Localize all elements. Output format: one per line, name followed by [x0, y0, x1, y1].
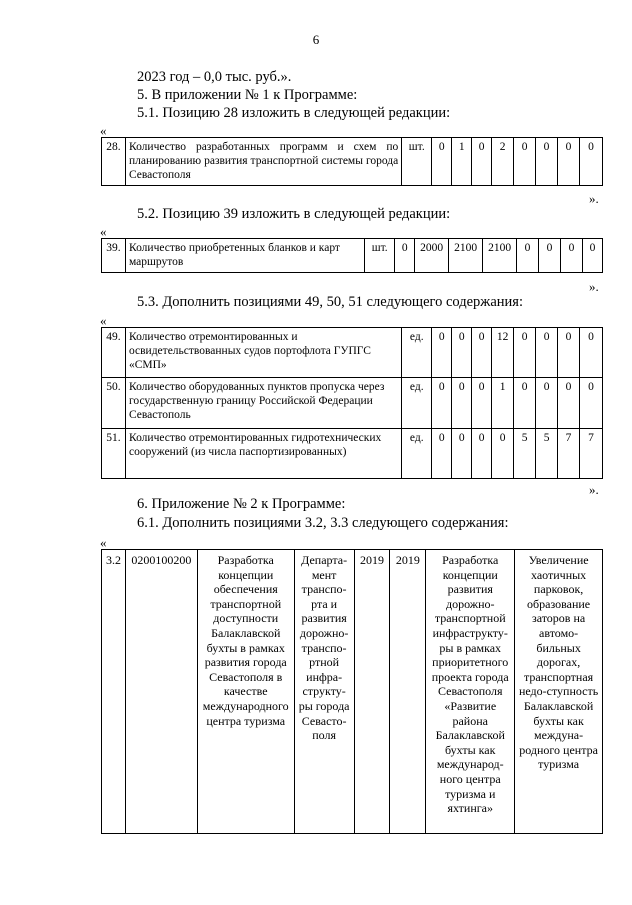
value-cell: 12	[492, 328, 514, 378]
table-positions-49-51	[101, 327, 603, 479]
value-cell: 0	[395, 239, 415, 273]
indicator-name: Количество разработанных программ и схем по планированию развития транспортной системы города Севастополя	[125, 138, 401, 186]
value-cell: 2100	[449, 239, 483, 273]
value-cell: 0	[492, 429, 514, 479]
value-cell: 0	[472, 429, 492, 479]
text-line-appendix1: 5. В приложении № 1 к Программе:	[137, 87, 358, 103]
row-number: 28.	[102, 138, 126, 186]
value-cell: 0	[582, 239, 602, 273]
open-quote: «	[100, 123, 107, 138]
table-row	[102, 138, 603, 186]
value-cell: 7	[558, 429, 580, 479]
value-cell: 2100	[483, 239, 517, 273]
executor-cell: Департа-мент транспо-рта и развития дорожно-транспо-ртной инфра-структу-ры города Севасто-поля	[294, 550, 354, 834]
table-row	[102, 550, 603, 834]
text-line-appendix2: 6. Приложение № 2 к Программе:	[137, 496, 346, 512]
value-cell: 0	[432, 378, 452, 429]
value-cell: 2	[492, 138, 514, 186]
text-line-6-1: 6.1. Дополнить позициями 3.2, 3.3 следующего содержания:	[137, 515, 509, 531]
unit-cell: шт.	[402, 138, 432, 186]
row-number: 50.	[102, 378, 126, 429]
value-cell: 0	[560, 239, 582, 273]
expected-result: Разработка концепции развития дорожно-транспортной инфраструкту-ры в рамках приоритетного проекта города Севастополя «Развитие района Балаклавской бухты как международ-ного центра туризма и яхтинга»	[426, 550, 515, 834]
value-cell: 0	[558, 378, 580, 429]
open-quote: «	[100, 535, 107, 550]
value-cell: 0	[514, 378, 536, 429]
consequence-cell: Увеличение хаотичных парковок, образование заторов на автомо-бильных дорогах, транспортная недо-ступность Балаклавской бухты как междуна-родного центра туризма	[515, 550, 603, 834]
table-position-28	[101, 137, 603, 186]
end-year: 2019	[390, 550, 426, 834]
value-cell: 0	[558, 138, 580, 186]
value-cell: 0	[579, 138, 602, 186]
value-cell: 0	[472, 138, 492, 186]
table-row	[102, 239, 603, 273]
close-quote: ».	[589, 482, 599, 497]
text-line-budget: 2023 год – 0,0 тыс. руб.».	[137, 69, 292, 85]
open-quote: «	[100, 224, 107, 239]
value-cell: 2000	[415, 239, 449, 273]
indicator-name: Количество отремонтированных и освидетельствованных судов портофлота ГУПГС «СМП»	[125, 328, 401, 378]
value-cell: 7	[580, 429, 603, 479]
unit-cell: ед.	[402, 378, 432, 429]
text-line-5-2: 5.2. Позицию 39 изложить в следующей редакции:	[137, 206, 451, 222]
value-cell: 0	[472, 328, 492, 378]
row-number: 51.	[102, 429, 126, 479]
value-cell: 0	[514, 138, 536, 186]
unit-cell: шт.	[365, 239, 395, 273]
value-cell: 0	[452, 378, 472, 429]
value-cell: 0	[452, 328, 472, 378]
value-cell: 0	[536, 328, 558, 378]
unit-cell: ед.	[402, 328, 432, 378]
value-cell: 0	[472, 378, 492, 429]
value-cell: 0	[432, 328, 452, 378]
table-row	[102, 378, 603, 429]
row-number: 49.	[102, 328, 126, 378]
value-cell: 0	[517, 239, 539, 273]
indicator-name: Количество отремонтированных гидротехнических сооружений (из числа паспортизированных)	[125, 429, 401, 479]
table-position-3-2	[101, 549, 603, 834]
value-cell: 1	[492, 378, 514, 429]
close-quote: ».	[589, 191, 599, 206]
start-year: 2019	[354, 550, 390, 834]
indicator-name: Количество оборудованных пунктов пропуска через государственную границу Российской Федерации Севастополь	[125, 378, 401, 429]
value-cell: 0	[539, 239, 561, 273]
value-cell: 0	[514, 328, 536, 378]
value-cell: 0	[536, 138, 558, 186]
value-cell: 5	[536, 429, 558, 479]
row-number: 3.2	[102, 550, 126, 834]
table-row	[102, 328, 603, 378]
row-number: 39.	[102, 239, 126, 273]
value-cell: 0	[432, 138, 452, 186]
indicator-name: Количество приобретенных бланков и карт маршрутов	[125, 239, 364, 273]
table-row	[102, 429, 603, 479]
close-quote: ».	[589, 279, 599, 294]
value-cell: 0	[432, 429, 452, 479]
page-number: 6	[312, 32, 320, 47]
value-cell: 0	[536, 378, 558, 429]
value-cell: 0	[558, 328, 580, 378]
value-cell: 0	[452, 429, 472, 479]
value-cell: 0	[580, 328, 603, 378]
open-quote: «	[100, 313, 107, 328]
unit-cell: ед.	[402, 429, 432, 479]
value-cell: 1	[452, 138, 472, 186]
text-line-5-3: 5.3. Дополнить позициями 49, 50, 51 следующего содержания:	[137, 294, 523, 310]
value-cell: 0	[580, 378, 603, 429]
value-cell: 5	[514, 429, 536, 479]
text-line-5-1: 5.1. Позицию 28 изложить в следующей редакции:	[137, 105, 451, 121]
table-position-39	[101, 238, 603, 273]
code-cell: 0200100200	[125, 550, 197, 834]
measure-name: Разработка концепции обеспечения транспортной доступности Балаклавской бухты в рамках развития города Севастополя в качестве международного центра туризма	[197, 550, 294, 834]
